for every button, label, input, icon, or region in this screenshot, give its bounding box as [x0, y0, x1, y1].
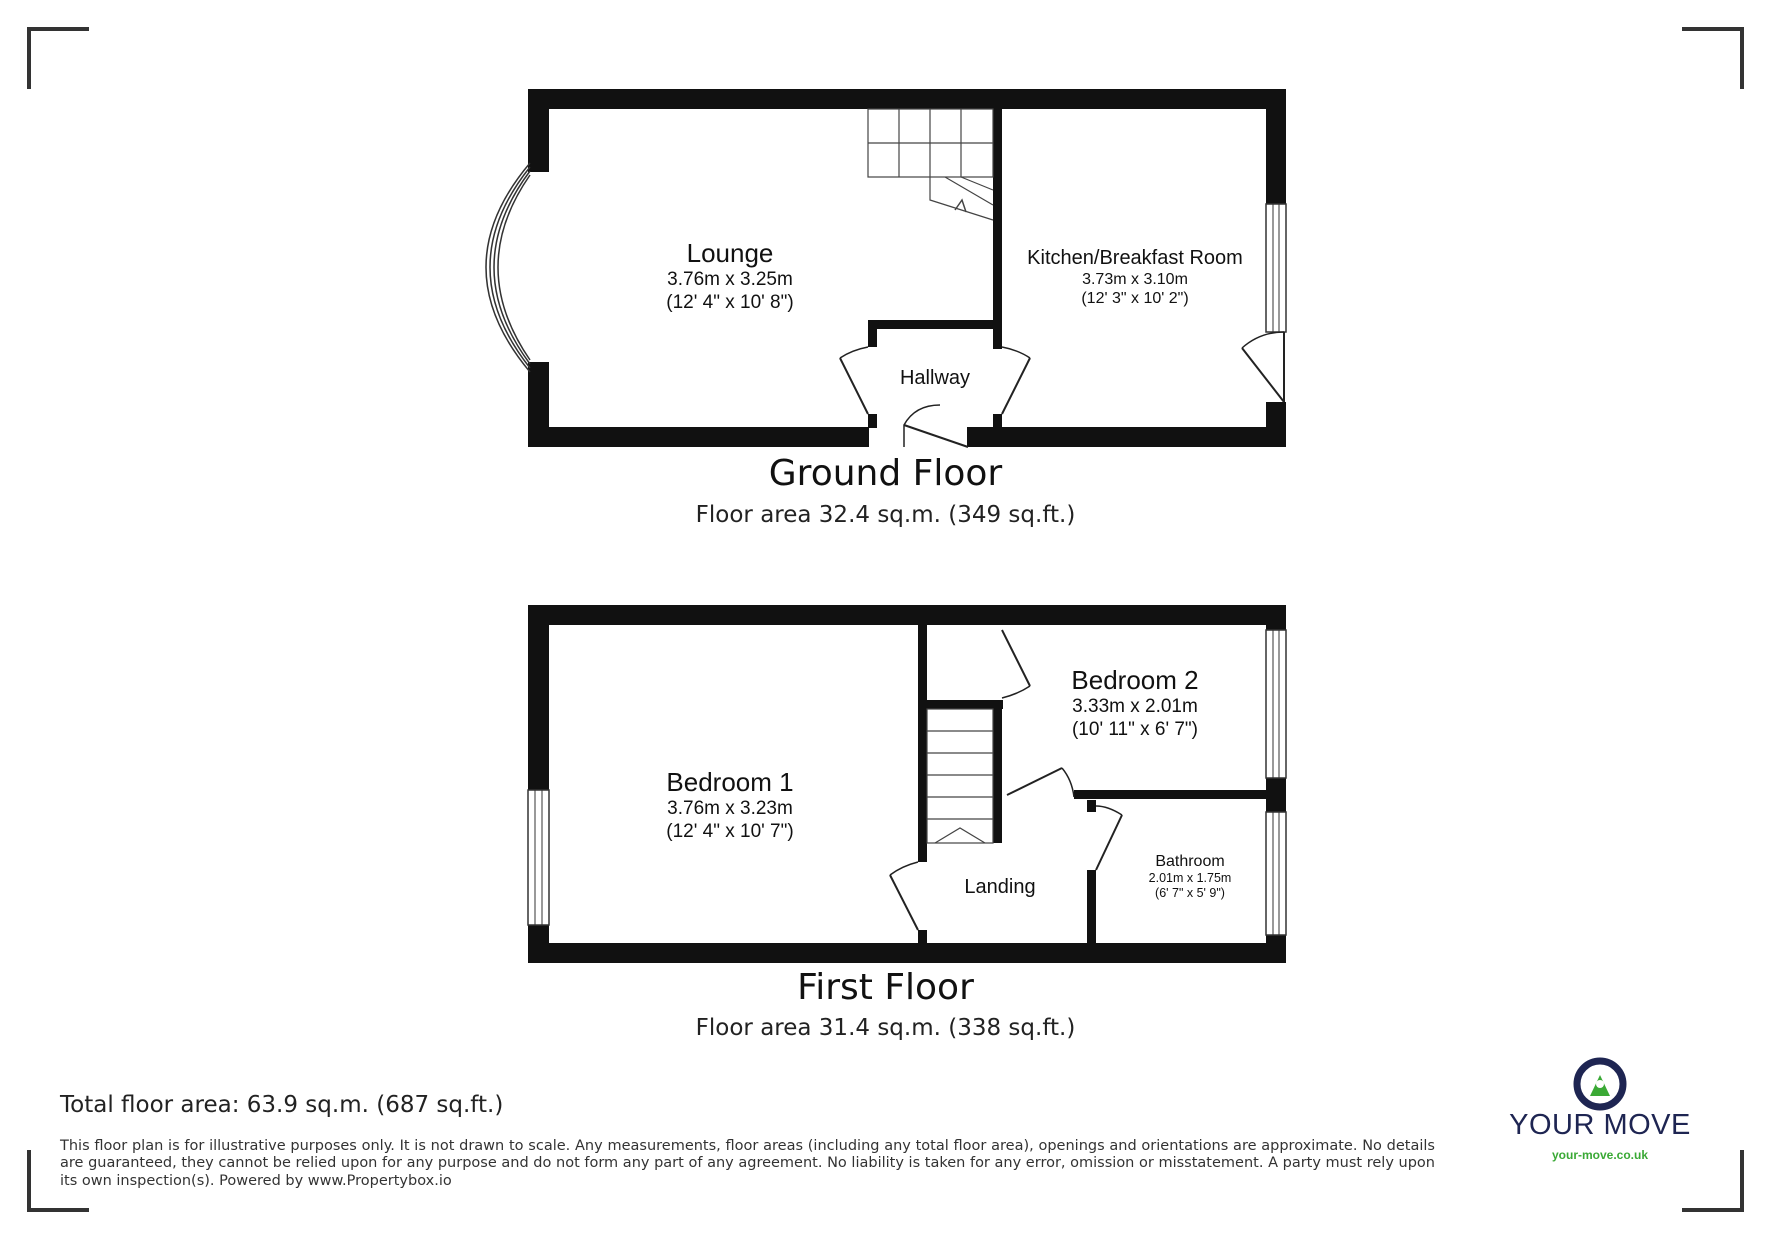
kitchen-imperial: (12' 3" x 10' 2"): [1081, 290, 1189, 308]
first-floor-staircase: [927, 709, 993, 843]
ground-floor-staircase: [868, 109, 993, 220]
logo-wordmark: YOUR MOVE: [1509, 1109, 1691, 1141]
kitchen-label: [1010, 246, 1260, 308]
bedroom2-imperial: (10' 11" x 6' 7"): [1071, 718, 1198, 740]
kitchen-metric: 3.73m x 3.10m: [1082, 271, 1188, 288]
logo-url: your-move.co.uk: [1551, 1148, 1649, 1162]
your-move-logo: [1500, 1055, 1700, 1165]
kitchen-door: [1242, 332, 1284, 402]
first-floor-area: Floor area 31.4 sq.m. (338 sq.ft.): [695, 1015, 1076, 1041]
disclaimer-text: This floor plan is for illustrative purposes only. It is not drawn to scale. Any measurements, floor areas (including any total floor area), openings and orientations are approximate. No details are guaranteed, they cannot be relied upon for any purpose and do not form any part of any agreement. No liability is taken for any error, omission or misstatement. A party must rely upon its own inspection(s). Powered by www.Propertybox.io: [60, 1138, 1435, 1189]
bathroom-metric: 2.01m x 1.75m: [1148, 871, 1232, 886]
bathroom-imperial: (6' 7" x 5' 9"): [1155, 886, 1225, 901]
hallway-name: Hallway: [899, 367, 971, 389]
bathroom-name: Bathroom: [1155, 853, 1225, 870]
your-move-logo-icon: [1500, 1055, 1700, 1111]
lounge-imperial: (12' 4" x 10' 8"): [666, 291, 794, 313]
bedroom1-label: [630, 767, 830, 844]
bedroom2-metric: 3.33m x 2.01m: [1072, 696, 1198, 718]
lounge-metric: 3.76m x 3.25m: [667, 269, 793, 291]
lounge-label: [630, 238, 830, 315]
bedroom1-metric: 3.76m x 3.23m: [667, 798, 793, 820]
bedroom1-imperial: (12' 4" x 10' 7"): [666, 820, 794, 842]
ground-floor-title: Ground Floor: [768, 453, 1003, 494]
kitchen-window: [1266, 204, 1286, 332]
total-floor-area: Total floor area: 63.9 sq.m. (687 sq.ft.): [60, 1092, 504, 1118]
ground-floor-area: Floor area 32.4 sq.m. (349 sq.ft.): [695, 502, 1076, 528]
bay-window: [486, 163, 530, 372]
lounge-name: Lounge: [686, 238, 774, 268]
first-floor-title: First Floor: [797, 967, 974, 1008]
kitchen-name: Kitchen/Breakfast Room: [1027, 247, 1243, 269]
hallway-label: [880, 366, 990, 390]
bedroom2-label: [1035, 665, 1235, 742]
landing-label: [945, 875, 1055, 899]
bathroom-label: [1120, 852, 1260, 901]
landing-name: Landing: [964, 876, 1036, 898]
bedroom2-name: Bedroom 2: [1071, 665, 1199, 695]
bedroom1-name: Bedroom 1: [666, 767, 794, 797]
